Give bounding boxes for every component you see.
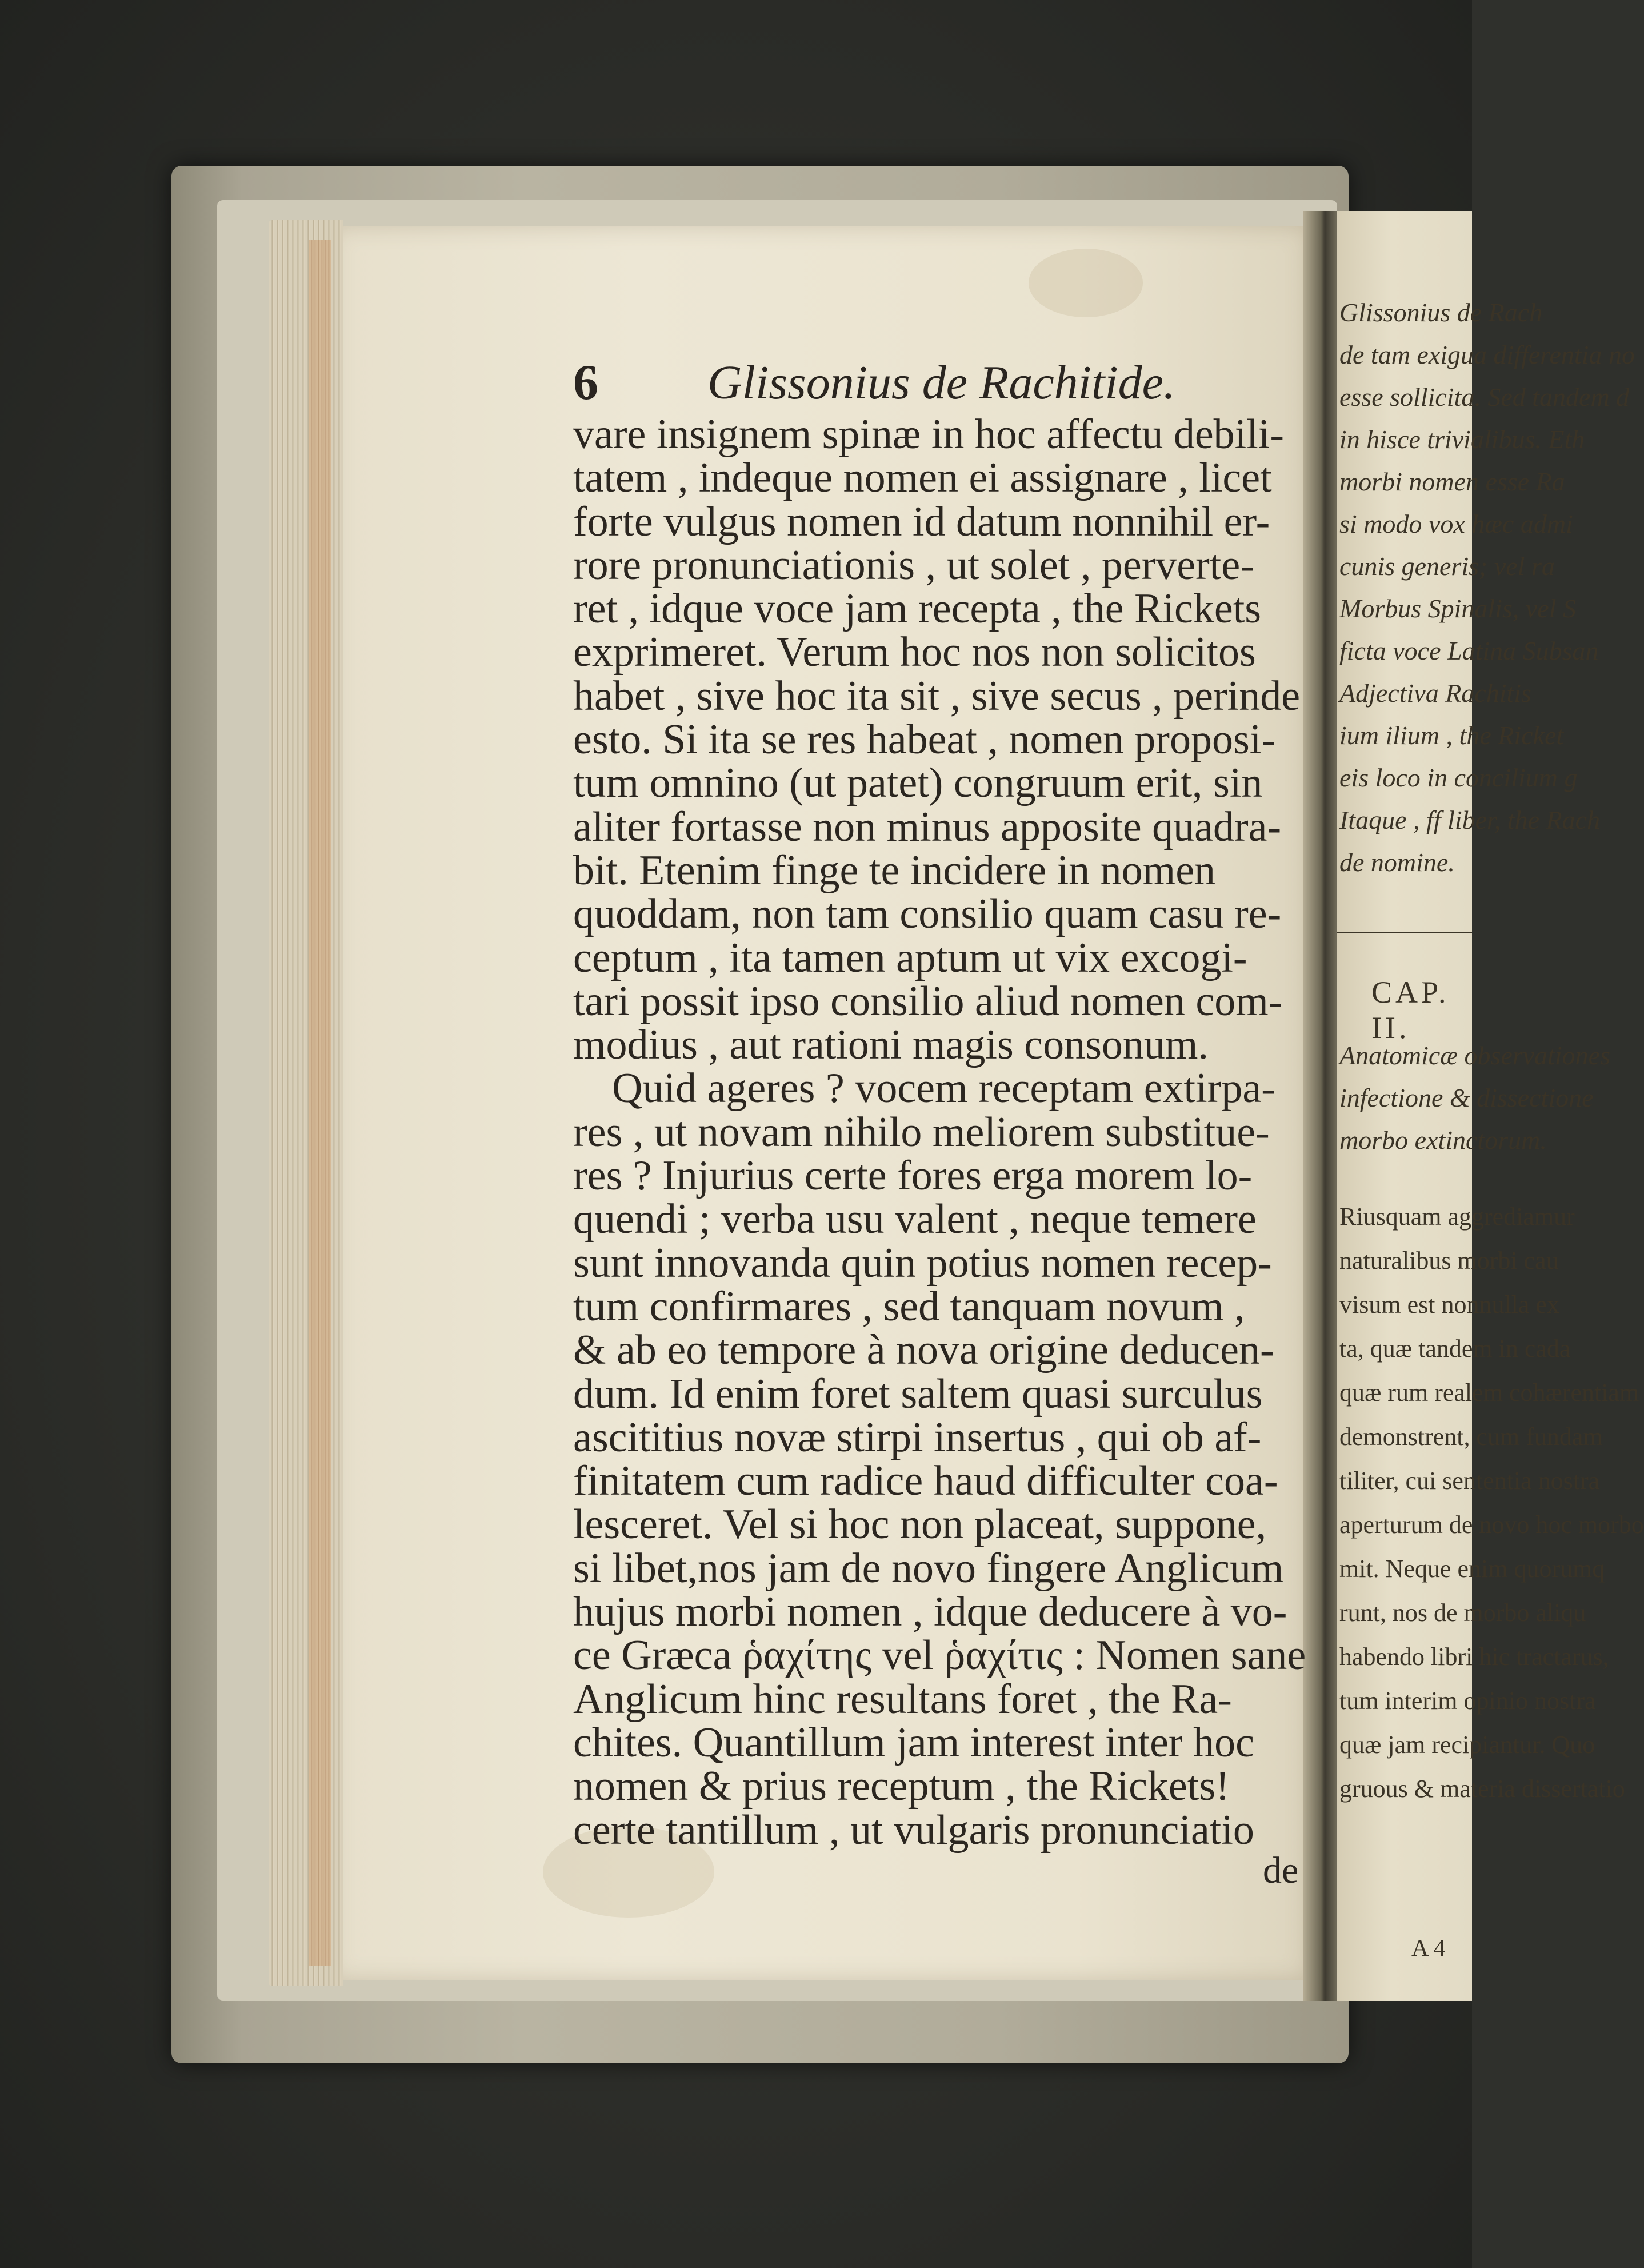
text-line: certe tantillum , ut vulgaris pronunciatio — [573, 1806, 1254, 1854]
recto-text-line: mit. Neque enim quorumq — [1339, 1555, 1605, 1583]
recto-text-line: Morbus Spinalis, vel S — [1339, 594, 1576, 623]
text-line: hujus morbi nomen , idque deducere à vo- — [573, 1588, 1287, 1636]
text-line: ret , idque voce jam recepta , the Rickets — [573, 585, 1262, 633]
recto-text-line: aperturum de novo hoc morbo — [1339, 1511, 1644, 1539]
recto-signature-mark: A 4 — [1411, 1935, 1446, 1962]
recto-text-line: Riusquam aggrediamur — [1339, 1203, 1575, 1231]
recto-page — [1337, 211, 1644, 2001]
text-line: modius , aut rationi magis consonum. — [573, 1021, 1209, 1069]
recto-text-line: cunis generis; vel ra — [1339, 552, 1555, 581]
recto-text-line: morbi nomen esse Ra — [1339, 467, 1565, 496]
recto-text-line: ta, quæ tandem in cada — [1339, 1335, 1571, 1363]
recto-body-text — [1339, 1195, 1644, 1811]
text-line: & ab eo tempore à nova origine deducen- — [573, 1327, 1274, 1374]
recto-text-line: eis loco in concilium g — [1339, 763, 1578, 792]
text-line: exprimeret. Verum hoc nos non solicitos — [573, 629, 1256, 676]
recto-text-line: gruous & materia dissertatio — [1339, 1775, 1625, 1803]
page-header — [573, 352, 1316, 414]
page-edges-tint — [309, 240, 331, 1966]
body-text — [573, 413, 1316, 1852]
recto-text-line: quæ jam recipiantur. Quo — [1339, 1731, 1595, 1759]
recto-text-line: esse sollicita. Sed tandem d — [1339, 382, 1630, 412]
text-line: Quid ageres ? vocem receptam extirpa- — [612, 1065, 1275, 1112]
recto-text-line: visum est nonnulla ex — [1339, 1291, 1559, 1319]
text-line: ce Græca ῥαχίτης vel ῥαχίτις : Nomen sane — [573, 1632, 1306, 1679]
recto-text-line: morbo extinctorum. — [1339, 1125, 1547, 1155]
recto-text-line: tiliter, cui sententia nostra — [1339, 1467, 1600, 1495]
text-line: Anglicum hinc resultans foret , the Ra- — [573, 1675, 1232, 1723]
text-line: ascititius novæ stirpi insertus , qui ob af- — [573, 1413, 1262, 1461]
recto-text-line: in hisce trivialibus. Eth — [1339, 425, 1585, 454]
text-line: finitatem cum radice haud difficulter coa- — [573, 1458, 1278, 1505]
recto-text-line: ficta voce Latina Subsan — [1339, 636, 1599, 665]
text-line: nomen & prius receptum , the Rickets! — [573, 1763, 1230, 1810]
recto-text-line: de nomine. — [1339, 848, 1455, 877]
recto-text-line: Itaque , ff liber, the Rach — [1339, 805, 1601, 834]
text-line: res ? Injurius certe fores erga morem lo- — [573, 1152, 1253, 1200]
recto-text-top — [1339, 292, 1635, 884]
page-edges — [269, 220, 343, 1986]
text-line: dum. Id enim foret saltem quasi surculus — [573, 1370, 1263, 1418]
recto-text-line: quæ rum realem cohærentiam — [1339, 1379, 1639, 1407]
text-line: esto. Si ita se res habeat , nomen proposi- — [573, 716, 1275, 764]
recto-text-line: infectione & dissectione — [1339, 1083, 1594, 1112]
recto-rule — [1337, 932, 1472, 933]
text-line: ceptum , ita tamen aptum ut vix excogi- — [573, 934, 1247, 981]
text-line: aliter fortasse non minus apposite quadra- — [573, 803, 1282, 850]
recto-text-line: habendo libri hic tractarus, — [1339, 1643, 1609, 1671]
recto-chapter-summary — [1339, 1035, 1610, 1161]
text-line: lesceret. Vel si hoc non placeat, suppone, — [573, 1501, 1267, 1548]
text-line: forte vulgus nomen id datum nonnihil er- — [573, 498, 1270, 545]
text-line: habet , sive hoc ita sit , sive secus , perinde — [573, 672, 1301, 720]
text-line: quendi ; verba usu valent , neque temere — [573, 1196, 1257, 1243]
recto-text-line: demonstrent, cum fundam — [1339, 1423, 1603, 1451]
catchword: de — [1263, 1850, 1299, 1891]
text-line: tum omnino (ut patet) congruum erit, sin — [573, 760, 1263, 807]
recto-text-line: runt, nos de morbo aliqu — [1339, 1599, 1586, 1627]
recto-text-line: Adjectiva Rachitis — [1339, 678, 1531, 708]
text-line: rore pronunciationis , ut solet , perverte- — [573, 541, 1254, 589]
paper-stain — [1029, 249, 1143, 317]
recto-text-line: ium ilium , the Ricket — [1339, 721, 1564, 750]
text-line: tatem , indeque nomen ei assignare , licet — [573, 454, 1272, 502]
recto-text-line: Glissonius de Rach — [1339, 298, 1543, 327]
page-number: 6 — [573, 355, 598, 410]
recto-text-line: si modo vox hæc admi — [1339, 509, 1573, 538]
recto-text-line: tum interim opinio nostra — [1339, 1687, 1596, 1715]
text-line: tari possit ipso consilio aliud nomen com- — [573, 977, 1283, 1025]
recto-text-line: naturalibus morbi cau — [1339, 1247, 1559, 1275]
recto-text-line: de tam exigua differentia no — [1339, 340, 1635, 369]
recto-chapter-heading: CAP. II. — [1371, 975, 1450, 1045]
text-line: tum confirmares , sed tanquam novum , — [573, 1283, 1245, 1330]
text-line: vare insignem spinæ in hoc affectu debili- — [573, 411, 1284, 458]
text-line: chites. Quantillum jam interest inter hoc — [573, 1719, 1254, 1766]
text-line: sunt innovanda quin potius nomen recep- — [573, 1239, 1272, 1287]
text-line: quoddam, non tam consilio quam casu re- — [573, 891, 1282, 938]
text-line: si libet,nos jam de novo fingere Anglicum — [573, 1544, 1284, 1592]
running-title: Glissonius de Rachitide. — [707, 356, 1175, 409]
text-line: res , ut novam nihilo meliorem substitue- — [573, 1108, 1270, 1156]
text-line: bit. Etenim finge te incidere in nomen — [573, 846, 1216, 894]
recto-text-line: Anatomicæ observationes — [1339, 1041, 1610, 1070]
